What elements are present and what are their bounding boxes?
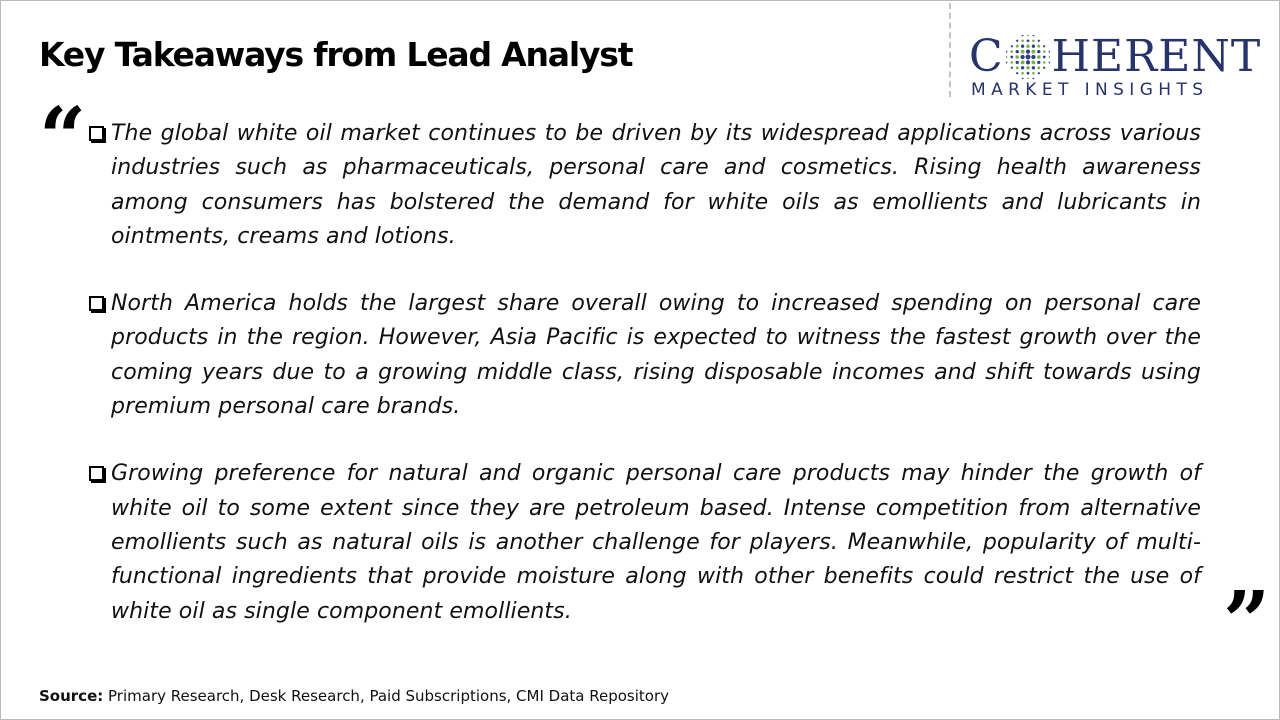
logo-dot <box>1015 55 1018 58</box>
logo-dot <box>1021 66 1024 69</box>
logo-dot <box>1031 66 1034 69</box>
logo-tagline: MARKET INSIGHTS <box>971 80 1209 100</box>
logo-dot <box>1006 56 1007 58</box>
logo-dot <box>1020 50 1024 54</box>
logo-dot <box>1010 67 1012 69</box>
logo-dot <box>1037 40 1039 42</box>
logo-dot <box>1026 44 1029 47</box>
open-quote-icon: “ <box>39 90 87 186</box>
checkbox-square-icon <box>89 466 104 481</box>
logo-dot <box>1010 45 1012 47</box>
logo-dot <box>1027 78 1029 79</box>
logo-dot <box>1032 35 1034 36</box>
logo-dot <box>1006 61 1007 63</box>
logo-dotted-sphere-icon <box>1006 35 1050 79</box>
logo-dot <box>1032 78 1034 79</box>
logo-dot <box>1037 55 1040 58</box>
logo-dot <box>1031 50 1035 54</box>
logo-dot <box>1048 56 1049 58</box>
logo-dot <box>1043 56 1046 59</box>
logo-dot <box>1031 60 1035 64</box>
logo-dot <box>1020 60 1024 64</box>
logo-dot <box>1006 51 1007 53</box>
logo-divider <box>949 3 951 97</box>
logo-letter-c: C <box>969 31 1004 82</box>
logo-dot <box>1031 55 1035 59</box>
logo-dot <box>1015 61 1018 64</box>
logo-dot <box>1037 50 1040 53</box>
logo-dot <box>1043 50 1046 53</box>
logo-dot <box>1032 40 1035 43</box>
source-label: Source: <box>39 687 104 705</box>
logo-dot <box>1015 66 1018 69</box>
logo-dot <box>1015 45 1018 48</box>
source-note <box>39 687 669 705</box>
logo-dot <box>1031 45 1034 48</box>
logo-letters-herent: HERENT <box>1051 31 1262 82</box>
logo-dot <box>1032 72 1035 75</box>
logo-dot <box>1016 40 1018 42</box>
logo-dot <box>1021 40 1024 43</box>
logo-wordmark <box>969 33 1261 81</box>
logo-dot <box>1021 45 1024 48</box>
logo-dot <box>1037 61 1040 64</box>
logo-dot <box>1015 50 1018 53</box>
logo-dot <box>1037 45 1040 48</box>
logo-dot <box>1043 45 1045 47</box>
logo-dot <box>1037 72 1039 74</box>
logo-dot <box>1026 72 1029 75</box>
takeaway-text: North America holds the largest share overall owing to increased spending on personal care products in the region. However, Asia Pacific is expected to witness the fastest growth over the coming years due to a growing middle class, rising disposable incomes and shift towards using premium personal care brands. <box>111 291 1201 420</box>
logo-dot <box>1016 72 1018 74</box>
logo-dot <box>1048 61 1049 63</box>
logo-dot <box>1020 55 1024 59</box>
takeaway-item <box>87 457 1201 628</box>
logo-dot <box>1048 51 1049 53</box>
takeaway-item <box>87 287 1201 424</box>
close-quote-icon: ” <box>1223 574 1271 670</box>
takeaway-text: The global white oil market continues to be driven by its widespread applications across various industries such as pharmaceuticals, personal care and cosmetics. Rising health awareness among consumers has bolstered the demand for white oils as emollients and lubricants in ointments, creams and lotions. <box>111 121 1201 249</box>
logo-dot <box>1025 55 1030 60</box>
logo-dot <box>1026 49 1030 53</box>
logo-dot <box>1027 35 1029 36</box>
logo-dot <box>1026 60 1030 64</box>
logo-dot <box>1026 66 1029 69</box>
takeaway-item <box>87 117 1201 254</box>
logo-dot <box>1026 39 1029 42</box>
logo-dot <box>1010 50 1013 53</box>
logo-dot <box>1043 61 1046 64</box>
logo-dot <box>1021 35 1023 36</box>
takeaway-text: Growing preference for natural and organic personal care products may hinder the growth of white oil to some extent since they are petroleum based. Intense competition from alternative emollients such as natural oils is another challenge for players. Meanwhile, popularity of multi-functional ingredients that provide moisture along with other benefits could restrict the use of white oil as single component emollients. <box>111 461 1201 624</box>
checkbox-square-icon <box>89 126 104 141</box>
logo-dot <box>1021 72 1024 75</box>
logo-dot <box>1037 66 1040 69</box>
logo-dot <box>1010 61 1013 64</box>
takeaway-list <box>87 117 1201 662</box>
page-title: Key Takeaways from Lead Analyst <box>39 35 633 74</box>
logo-dot <box>1021 78 1023 79</box>
source-text: Primary Research, Desk Research, Paid Subscriptions, CMI Data Repository <box>103 687 670 705</box>
logo-dot <box>1010 56 1013 59</box>
checkbox-square-icon <box>89 296 104 311</box>
company-logo <box>969 33 1261 101</box>
logo-dot <box>1043 67 1045 69</box>
